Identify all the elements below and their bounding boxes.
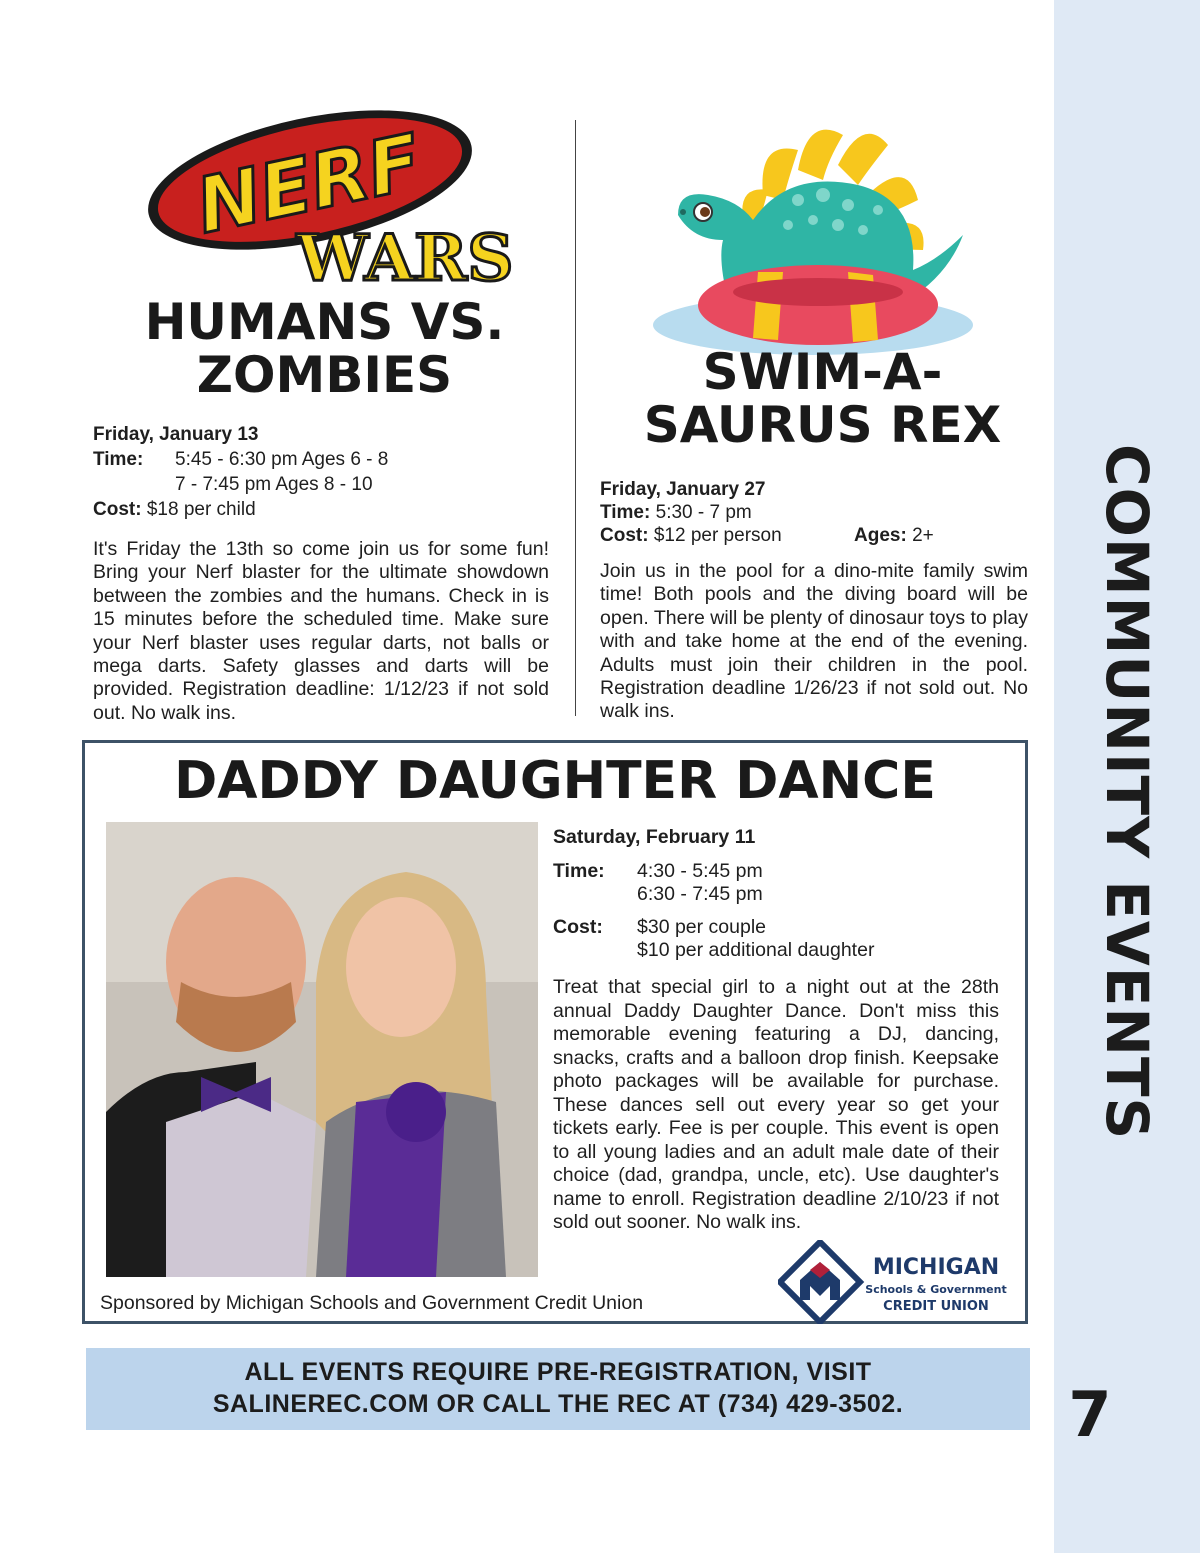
dance-time-2: 6:30 - 7:45 pm [637, 883, 763, 905]
swim-description: Join us in the pool for a dino-mite family swim time! Both pools and the diving board will be open. There will be plenty of dinosaur toys to play with and take home at the end of the evening. Adults must join their children in the pool. Registration deadline 1/26/23 if not sold out. No walk ins. [600, 560, 1028, 723]
nerf-title-line1: HUMANS VS. [144, 293, 505, 351]
nerf-details [93, 422, 553, 522]
nerf-time-2: 7 - 7:45 pm Ages 8 - 10 [175, 474, 373, 495]
nerf-logo-text: NERF [188, 116, 429, 251]
column-divider [575, 120, 576, 716]
dance-photo [106, 822, 538, 1277]
nerf-time-label: Time: [93, 449, 144, 470]
wars-logo-text: WARS [296, 221, 514, 290]
page-number: 7 [1068, 1378, 1112, 1451]
swim-title-line1: SWIM-A- [702, 343, 943, 401]
registration-line2: SALINEREC.COM OR CALL THE REC AT (734) 429-3502. [212, 1390, 904, 1418]
nerf-cost-label: Cost: [93, 499, 142, 520]
dance-details [553, 824, 999, 1235]
swim-title [600, 343, 1045, 454]
sponsor-text: Sponsored by Michigan Schools and Government Credit Union [100, 1292, 644, 1314]
dinosaur-illustration [648, 100, 978, 365]
nerf-title [92, 293, 557, 404]
swim-time: 5:30 - 7 pm [650, 502, 752, 523]
swim-date: Friday, January 27 [600, 479, 766, 500]
logo-credit-union: CREDIT UNION [883, 1299, 989, 1314]
nerf-cost: $18 per child [141, 499, 256, 520]
dance-description: Treat that special girl to a night out at the 28th annual Daddy Daughter Dance. Don't miss this memorable evening featuring a DJ, dancing, snacks, crafts and a balloon drop finish. Keepsake photo packages will be available for purchase. These dances sell out every year so get your tickets early. Fee is per couple. This event is open to all young ladies and an adult male date of their choice (dad, grandpa, uncle, etc). Use daughter's name to enroll. Registration deadline 2/10/23 if not sold out sooner. No walk ins. [553, 976, 999, 1233]
dance-cost-1: $30 per couple [637, 916, 767, 938]
dance-cost-label: Cost: [553, 916, 603, 938]
swim-ages-label: Ages: [854, 525, 907, 546]
logo-michigan: MICHIGAN [872, 1255, 1000, 1280]
logo-schools: Schools & Government [865, 1283, 1007, 1296]
nerf-wars-logo [140, 110, 530, 290]
dance-cost-2: $10 per additional daughter [637, 939, 875, 961]
credit-union-logo [778, 1240, 1008, 1324]
dance-title: DADDY DAUGHTER DANCE [174, 751, 936, 811]
nerf-time-1: 5:45 - 6:30 pm Ages 6 - 8 [175, 449, 389, 470]
swim-title-line2: SAURUS REX [643, 395, 1002, 454]
nerf-date: Friday, January 13 [93, 424, 259, 445]
swim-cost-label: Cost: [600, 525, 649, 546]
nerf-title-line2: ZOMBIES [196, 345, 453, 404]
registration-banner [86, 1348, 1030, 1430]
nerf-description: It's Friday the 13th so come join us for some fun! Bring your Nerf blaster for the ultimate showdown between the zombies and the humans. Check in is 15 minutes before the scheduled time. Make sure your Nerf blaster uses regular darts, not balls or mega darts. Safety glasses and darts will be provided. Registration deadline: 1/12/23 if not sold out. No walk ins. [93, 538, 549, 724]
section-title: COMMUNITY EVENTS [1093, 444, 1161, 1141]
dance-time-1: 4:30 - 5:45 pm [637, 860, 763, 882]
dance-date: Saturday, February 11 [553, 826, 756, 848]
swim-ages: 2+ [906, 525, 934, 546]
swim-details [600, 478, 1040, 547]
dance-time-label: Time: [553, 860, 605, 882]
swim-cost: $12 per person [648, 525, 782, 546]
registration-line1: ALL EVENTS REQUIRE PRE-REGISTRATION, VISIT [244, 1358, 872, 1386]
swim-time-label: Time: [600, 502, 651, 523]
